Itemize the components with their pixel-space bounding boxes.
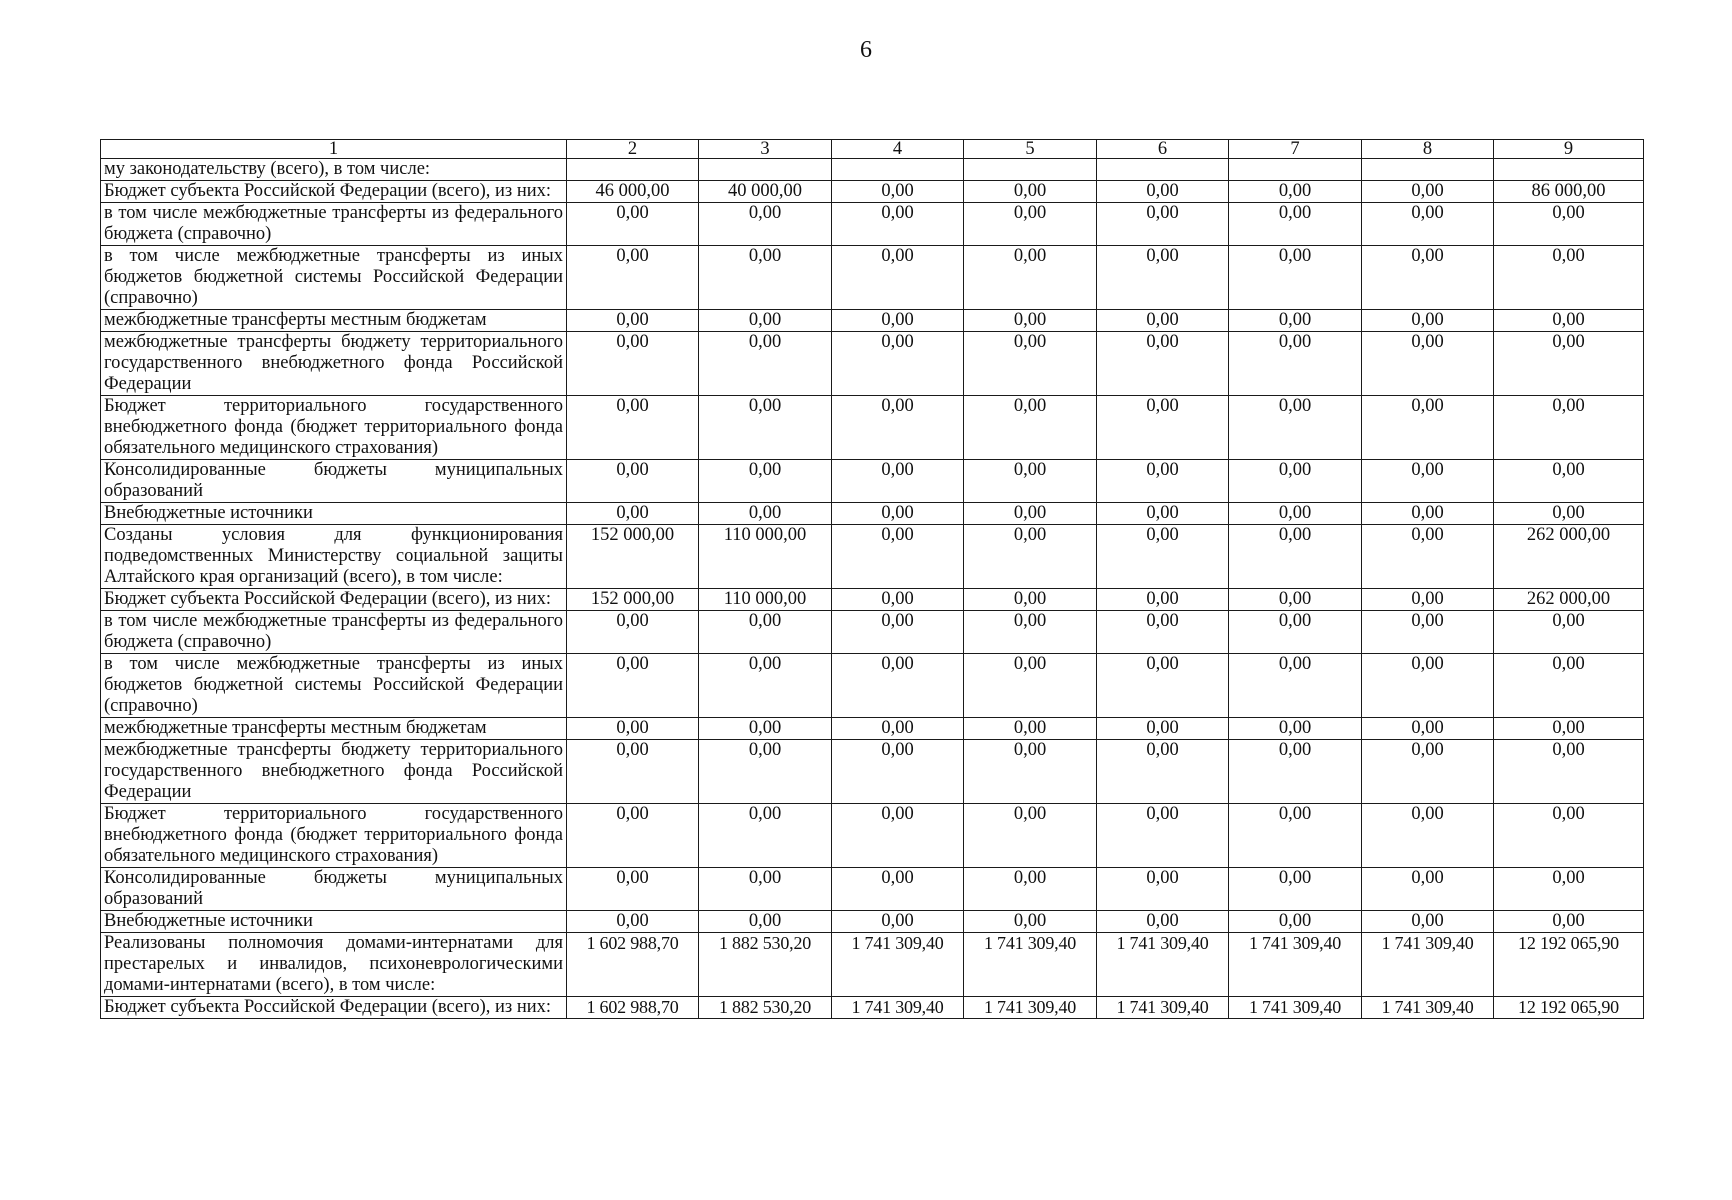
- value-cell-col-6: 0,00: [1097, 203, 1229, 246]
- value-cell-col-4: 0,00: [832, 911, 964, 933]
- value-cell-col-8: 0,00: [1362, 203, 1494, 246]
- value-cell-col-4: 0,00: [832, 740, 964, 804]
- value-cell-col-6: 0,00: [1097, 396, 1229, 460]
- table-row: [101, 460, 1644, 503]
- value-cell-col-6: 0,00: [1097, 804, 1229, 868]
- value-cell-col-8: [1362, 159, 1494, 181]
- value-cell-col-7: 0,00: [1229, 503, 1362, 525]
- value-cell-col-4: 0,00: [832, 310, 964, 332]
- value-cell-col-7: 1 741 309,40: [1229, 997, 1362, 1019]
- row-label: в том числе межбюджетные трансферты из федерального бюджета (справочно): [101, 611, 567, 654]
- value-cell-col-4: 0,00: [832, 868, 964, 911]
- value-cell-col-4: 0,00: [832, 654, 964, 718]
- table-row: [101, 589, 1644, 611]
- value-cell-col-3: 0,00: [699, 804, 832, 868]
- column-header-9: 9: [1494, 140, 1644, 159]
- column-header-3: 3: [699, 140, 832, 159]
- value-cell-col-6: [1097, 159, 1229, 181]
- column-header-8: 8: [1362, 140, 1494, 159]
- value-cell-col-9: 0,00: [1494, 203, 1644, 246]
- row-label: в том числе межбюджетные трансферты из федерального бюджета (справочно): [101, 203, 567, 246]
- value-cell-col-7: 0,00: [1229, 718, 1362, 740]
- value-cell-col-2: 46 000,00: [567, 181, 699, 203]
- value-cell-col-4: 0,00: [832, 460, 964, 503]
- value-cell-col-4: 0,00: [832, 804, 964, 868]
- row-label: Консолидированные бюджеты муниципальных образований: [101, 460, 567, 503]
- value-cell-col-2: 1 602 988,70: [567, 933, 699, 997]
- column-header-4: 4: [832, 140, 964, 159]
- row-label: Созданы условия для функционирования подведомственных Министерству социальной защиты Алтайского края организаций (всего), в том числе:: [101, 525, 567, 589]
- value-cell-col-6: 0,00: [1097, 740, 1229, 804]
- table-row: [101, 611, 1644, 654]
- row-label: Бюджет субъекта Российской Федерации (всего), из них:: [101, 181, 567, 203]
- value-cell-col-6: 1 741 309,40: [1097, 933, 1229, 997]
- value-cell-col-2: 0,00: [567, 246, 699, 310]
- value-cell-col-9: 0,00: [1494, 804, 1644, 868]
- table-row: [101, 740, 1644, 804]
- value-cell-col-5: 1 741 309,40: [964, 933, 1097, 997]
- value-cell-col-4: 0,00: [832, 396, 964, 460]
- value-cell-col-8: 0,00: [1362, 718, 1494, 740]
- value-cell-col-9: 0,00: [1494, 740, 1644, 804]
- table-row: [101, 933, 1644, 997]
- value-cell-col-6: 0,00: [1097, 654, 1229, 718]
- row-label: Бюджет территориального государственного внебюджетного фонда (бюджет территориального фонда обязательного медицинского страхования): [101, 396, 567, 460]
- value-cell-col-8: 0,00: [1362, 503, 1494, 525]
- value-cell-col-3: 0,00: [699, 718, 832, 740]
- value-cell-col-4: 0,00: [832, 246, 964, 310]
- table-row: [101, 911, 1644, 933]
- table-body: [101, 159, 1644, 1019]
- value-cell-col-5: 0,00: [964, 332, 1097, 396]
- value-cell-col-9: 0,00: [1494, 246, 1644, 310]
- value-cell-col-4: 0,00: [832, 525, 964, 589]
- header-row: [101, 140, 1644, 159]
- row-label: Консолидированные бюджеты муниципальных образований: [101, 868, 567, 911]
- value-cell-col-3: 0,00: [699, 868, 832, 911]
- value-cell-col-5: 0,00: [964, 740, 1097, 804]
- value-cell-col-4: 0,00: [832, 611, 964, 654]
- value-cell-col-2: 0,00: [567, 460, 699, 503]
- table-row: [101, 654, 1644, 718]
- value-cell-col-2: 0,00: [567, 396, 699, 460]
- value-cell-col-6: 0,00: [1097, 611, 1229, 654]
- value-cell-col-6: 0,00: [1097, 460, 1229, 503]
- row-label: межбюджетные трансферты местным бюджетам: [101, 718, 567, 740]
- value-cell-col-9: 0,00: [1494, 503, 1644, 525]
- value-cell-col-2: 152 000,00: [567, 525, 699, 589]
- value-cell-col-5: [964, 159, 1097, 181]
- value-cell-col-9: 0,00: [1494, 654, 1644, 718]
- row-label: межбюджетные трансферты бюджету территориального государственного внебюджетного фонда Российской Федерации: [101, 740, 567, 804]
- value-cell-col-2: 0,00: [567, 611, 699, 654]
- value-cell-col-8: 1 741 309,40: [1362, 933, 1494, 997]
- table-row: [101, 181, 1644, 203]
- value-cell-col-5: 0,00: [964, 911, 1097, 933]
- value-cell-col-7: [1229, 159, 1362, 181]
- row-label: му законодательству (всего), в том числе:: [101, 159, 567, 181]
- value-cell-col-9: 0,00: [1494, 718, 1644, 740]
- value-cell-col-6: 0,00: [1097, 246, 1229, 310]
- value-cell-col-8: 0,00: [1362, 654, 1494, 718]
- value-cell-col-6: 0,00: [1097, 718, 1229, 740]
- value-cell-col-3: 1 882 530,20: [699, 933, 832, 997]
- value-cell-col-9: 0,00: [1494, 611, 1644, 654]
- value-cell-col-8: 1 741 309,40: [1362, 997, 1494, 1019]
- value-cell-col-2: [567, 159, 699, 181]
- value-cell-col-6: 0,00: [1097, 332, 1229, 396]
- value-cell-col-4: 0,00: [832, 181, 964, 203]
- value-cell-col-8: 0,00: [1362, 181, 1494, 203]
- value-cell-col-2: 0,00: [567, 868, 699, 911]
- value-cell-col-7: 0,00: [1229, 525, 1362, 589]
- column-header-2: 2: [567, 140, 699, 159]
- value-cell-col-4: [832, 159, 964, 181]
- value-cell-col-2: 0,00: [567, 654, 699, 718]
- value-cell-col-3: 0,00: [699, 911, 832, 933]
- value-cell-col-3: 0,00: [699, 740, 832, 804]
- value-cell-col-4: 0,00: [832, 332, 964, 396]
- value-cell-col-5: 0,00: [964, 203, 1097, 246]
- value-cell-col-7: 0,00: [1229, 246, 1362, 310]
- page-number: 6: [860, 37, 872, 63]
- value-cell-col-7: 0,00: [1229, 868, 1362, 911]
- value-cell-col-5: 0,00: [964, 718, 1097, 740]
- value-cell-col-8: 0,00: [1362, 740, 1494, 804]
- value-cell-col-2: 0,00: [567, 804, 699, 868]
- table-row: [101, 203, 1644, 246]
- value-cell-col-7: 0,00: [1229, 460, 1362, 503]
- table-row: [101, 310, 1644, 332]
- value-cell-col-6: 0,00: [1097, 911, 1229, 933]
- value-cell-col-5: 0,00: [964, 181, 1097, 203]
- value-cell-col-8: 0,00: [1362, 246, 1494, 310]
- table-row: [101, 997, 1644, 1019]
- value-cell-col-8: 0,00: [1362, 396, 1494, 460]
- value-cell-col-7: 0,00: [1229, 911, 1362, 933]
- value-cell-col-2: 0,00: [567, 203, 699, 246]
- value-cell-col-3: 0,00: [699, 203, 832, 246]
- table-header: [101, 140, 1644, 159]
- table-row: [101, 503, 1644, 525]
- value-cell-col-9: 0,00: [1494, 868, 1644, 911]
- value-cell-col-4: 0,00: [832, 503, 964, 525]
- value-cell-col-5: 0,00: [964, 503, 1097, 525]
- row-label: Бюджет субъекта Российской Федерации (всего), из них:: [101, 997, 567, 1019]
- value-cell-col-4: 0,00: [832, 718, 964, 740]
- table-row: [101, 804, 1644, 868]
- value-cell-col-6: 0,00: [1097, 589, 1229, 611]
- value-cell-col-6: 0,00: [1097, 181, 1229, 203]
- value-cell-col-7: 0,00: [1229, 740, 1362, 804]
- row-label: в том числе межбюджетные трансферты из иных бюджетов бюджетной системы Российской Федерации (справочно): [101, 246, 567, 310]
- value-cell-col-3: 0,00: [699, 310, 832, 332]
- value-cell-col-5: 0,00: [964, 525, 1097, 589]
- value-cell-col-5: 0,00: [964, 460, 1097, 503]
- value-cell-col-7: 0,00: [1229, 203, 1362, 246]
- value-cell-col-4: 1 741 309,40: [832, 997, 964, 1019]
- value-cell-col-2: 0,00: [567, 310, 699, 332]
- row-label: Реализованы полномочия домами-интернатами для престарелых и инвалидов, психоневрологическими домами-интернатами (всего), в том числе:: [101, 933, 567, 997]
- value-cell-col-5: 0,00: [964, 396, 1097, 460]
- table-row: [101, 332, 1644, 396]
- value-cell-col-2: 152 000,00: [567, 589, 699, 611]
- value-cell-col-8: 0,00: [1362, 589, 1494, 611]
- value-cell-col-7: 0,00: [1229, 804, 1362, 868]
- row-label: межбюджетные трансферты местным бюджетам: [101, 310, 567, 332]
- value-cell-col-9: 12 192 065,90: [1494, 997, 1644, 1019]
- value-cell-col-9: 0,00: [1494, 396, 1644, 460]
- value-cell-col-6: 0,00: [1097, 503, 1229, 525]
- value-cell-col-2: 0,00: [567, 718, 699, 740]
- value-cell-col-5: 0,00: [964, 246, 1097, 310]
- value-cell-col-5: 0,00: [964, 868, 1097, 911]
- value-cell-col-7: 0,00: [1229, 181, 1362, 203]
- value-cell-col-8: 0,00: [1362, 868, 1494, 911]
- row-label: Бюджет территориального государственного внебюджетного фонда (бюджет территориального фонда обязательного медицинского страхования): [101, 804, 567, 868]
- value-cell-col-7: 0,00: [1229, 611, 1362, 654]
- column-header-7: 7: [1229, 140, 1362, 159]
- value-cell-col-4: 1 741 309,40: [832, 933, 964, 997]
- row-label: Внебюджетные источники: [101, 911, 567, 933]
- value-cell-col-2: 1 602 988,70: [567, 997, 699, 1019]
- value-cell-col-5: 0,00: [964, 654, 1097, 718]
- value-cell-col-3: 110 000,00: [699, 525, 832, 589]
- value-cell-col-3: 0,00: [699, 396, 832, 460]
- value-cell-col-4: 0,00: [832, 589, 964, 611]
- column-header-5: 5: [964, 140, 1097, 159]
- value-cell-col-8: 0,00: [1362, 310, 1494, 332]
- value-cell-col-9: [1494, 159, 1644, 181]
- value-cell-col-3: 0,00: [699, 246, 832, 310]
- value-cell-col-6: 0,00: [1097, 310, 1229, 332]
- value-cell-col-5: 0,00: [964, 611, 1097, 654]
- value-cell-col-6: 0,00: [1097, 525, 1229, 589]
- value-cell-col-9: 0,00: [1494, 332, 1644, 396]
- value-cell-col-7: 0,00: [1229, 396, 1362, 460]
- table-row: [101, 718, 1644, 740]
- value-cell-col-6: 1 741 309,40: [1097, 997, 1229, 1019]
- row-label: в том числе межбюджетные трансферты из иных бюджетов бюджетной системы Российской Федерации (справочно): [101, 654, 567, 718]
- value-cell-col-3: 110 000,00: [699, 589, 832, 611]
- value-cell-col-2: 0,00: [567, 740, 699, 804]
- value-cell-col-7: 1 741 309,40: [1229, 933, 1362, 997]
- value-cell-col-9: 0,00: [1494, 460, 1644, 503]
- value-cell-col-2: 0,00: [567, 911, 699, 933]
- value-cell-col-7: 0,00: [1229, 332, 1362, 396]
- value-cell-col-8: 0,00: [1362, 332, 1494, 396]
- row-label: Бюджет субъекта Российской Федерации (всего), из них:: [101, 589, 567, 611]
- value-cell-col-8: 0,00: [1362, 911, 1494, 933]
- value-cell-col-9: 86 000,00: [1494, 181, 1644, 203]
- value-cell-col-8: 0,00: [1362, 460, 1494, 503]
- value-cell-col-7: 0,00: [1229, 310, 1362, 332]
- table-row: [101, 868, 1644, 911]
- column-header-6: 6: [1097, 140, 1229, 159]
- value-cell-col-8: 0,00: [1362, 611, 1494, 654]
- table-row: [101, 525, 1644, 589]
- value-cell-col-5: 0,00: [964, 804, 1097, 868]
- value-cell-col-3: 0,00: [699, 654, 832, 718]
- value-cell-col-5: 0,00: [964, 589, 1097, 611]
- value-cell-col-9: 0,00: [1494, 911, 1644, 933]
- value-cell-col-2: 0,00: [567, 332, 699, 396]
- value-cell-col-7: 0,00: [1229, 589, 1362, 611]
- row-label: Внебюджетные источники: [101, 503, 567, 525]
- value-cell-col-4: 0,00: [832, 203, 964, 246]
- row-label: межбюджетные трансферты бюджету территориального государственного внебюджетного фонда Российской Федерации: [101, 332, 567, 396]
- value-cell-col-6: 0,00: [1097, 868, 1229, 911]
- value-cell-col-3: 40 000,00: [699, 181, 832, 203]
- value-cell-col-3: [699, 159, 832, 181]
- value-cell-col-5: 0,00: [964, 310, 1097, 332]
- value-cell-col-3: 1 882 530,20: [699, 997, 832, 1019]
- value-cell-col-2: 0,00: [567, 503, 699, 525]
- table-row: [101, 159, 1644, 181]
- value-cell-col-3: 0,00: [699, 611, 832, 654]
- value-cell-col-5: 1 741 309,40: [964, 997, 1097, 1019]
- value-cell-col-3: 0,00: [699, 332, 832, 396]
- value-cell-col-9: 0,00: [1494, 310, 1644, 332]
- value-cell-col-3: 0,00: [699, 503, 832, 525]
- table-row: [101, 396, 1644, 460]
- value-cell-col-8: 0,00: [1362, 804, 1494, 868]
- value-cell-col-7: 0,00: [1229, 654, 1362, 718]
- column-header-1: 1: [101, 140, 567, 159]
- value-cell-col-9: 262 000,00: [1494, 589, 1644, 611]
- value-cell-col-9: 12 192 065,90: [1494, 933, 1644, 997]
- table-row: [101, 246, 1644, 310]
- value-cell-col-3: 0,00: [699, 460, 832, 503]
- value-cell-col-9: 262 000,00: [1494, 525, 1644, 589]
- value-cell-col-8: 0,00: [1362, 525, 1494, 589]
- budget-table: [100, 139, 1644, 1019]
